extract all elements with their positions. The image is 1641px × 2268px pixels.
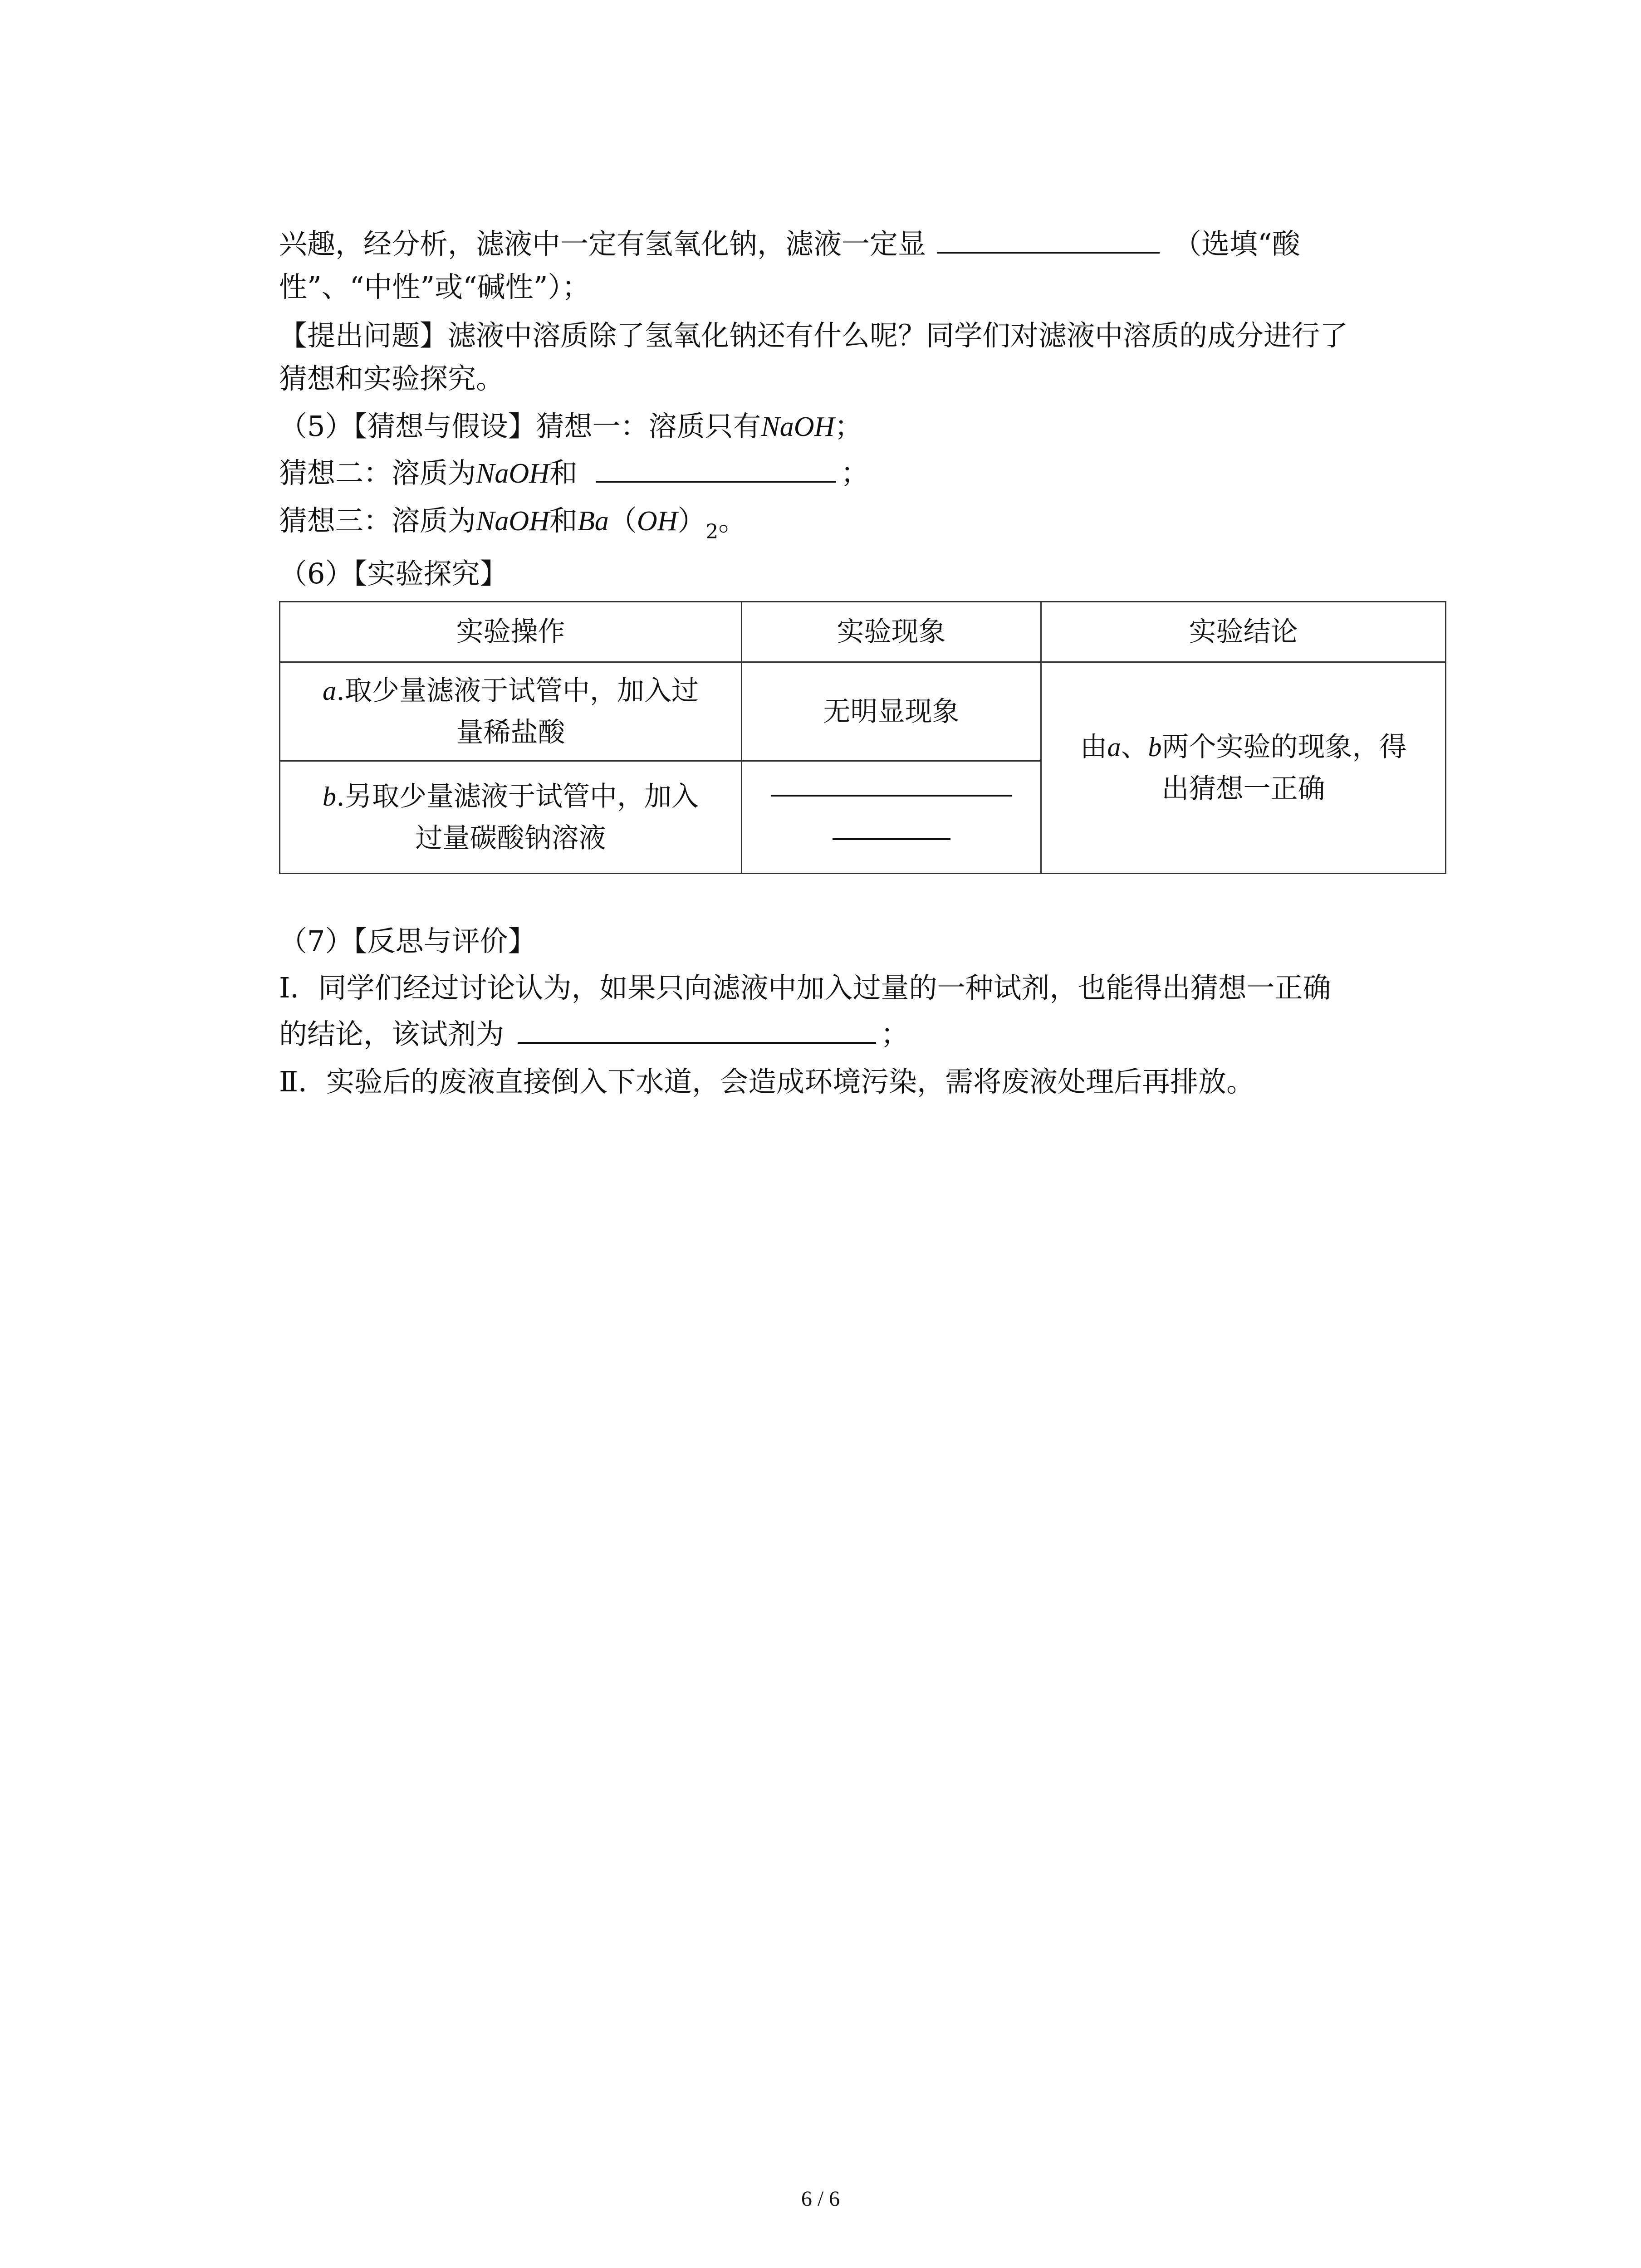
phenomenon-a: 无明显现象	[742, 662, 1041, 761]
formula-naoh: NaOH	[476, 458, 549, 489]
q7-i-line-2	[279, 1012, 909, 1057]
q7-ii-line: Ⅱ．实验后的废液直接倒入下水道，会造成环境污染，需将废液处理后再排放。	[279, 1065, 1255, 1098]
label-a: a	[1107, 732, 1121, 762]
conclusion-cell	[1041, 662, 1446, 874]
label-b: b	[322, 781, 336, 811]
intro-line-2: 性”、“中性”或“碱性”）；	[279, 270, 590, 303]
formula-naoh: NaOH	[476, 506, 549, 537]
q6-title: （6）【实验探究】	[279, 557, 508, 590]
problem-line-1: 【提出问题】滤液中溶质除了氢氧化钠还有什么呢？同学们对滤液中溶质的成分进行了	[279, 319, 1348, 352]
label-a: a	[322, 675, 336, 706]
table-header-row	[280, 602, 1446, 662]
subscript-2: 2	[705, 520, 719, 543]
intro-tail: （选填“酸	[1173, 227, 1300, 260]
guess2-suffix: ；	[840, 456, 869, 489]
operation-b	[280, 761, 742, 874]
guess3-prefix: 猜想三：溶质为	[279, 504, 476, 537]
header-operation: 实验操作	[280, 602, 742, 662]
q5-guess-1	[279, 404, 862, 450]
conclusion-part-2: 两个实验的现象，得	[1161, 731, 1407, 763]
q7-i-text: 的结论，该试剂为	[279, 1017, 505, 1051]
intro-line-1	[279, 221, 1300, 267]
q5-prefix: （5）【猜想与假设】猜想一：溶质只有	[279, 410, 761, 443]
header-phenomenon: 实验现象	[742, 602, 1041, 662]
conclusion-line-2: 出猜想一正确	[1161, 772, 1325, 805]
conclusion-sep: 、	[1121, 731, 1148, 763]
guess-2	[279, 450, 869, 496]
formula-oh: OH	[637, 506, 678, 537]
answer-blank-phenomenon-line-2[interactable]	[833, 838, 950, 840]
experiment-table	[279, 601, 1446, 874]
paren-open: （	[608, 504, 637, 537]
formula-ba: Ba	[577, 506, 609, 537]
intro-text: 兴趣，经分析，滤液中一定有氢氧化钠，滤液一定显	[279, 227, 926, 260]
label-b: b	[1148, 732, 1162, 762]
guess-3	[279, 498, 746, 555]
operation-a-line-2: 量稀盐酸	[456, 716, 565, 748]
guess2-prefix: 猜想二：溶质为	[279, 456, 476, 489]
operation-b-line-1: .另取少量滤液于试管中，加入	[336, 780, 699, 812]
guess3-conj: 和	[549, 504, 578, 537]
operation-b-line-2: 过量碳酸钠溶液	[415, 822, 606, 854]
q5-suffix: ；	[834, 410, 863, 443]
header-conclusion: 实验结论	[1041, 602, 1446, 662]
q7-i-line-1: Ⅰ．同学们经过讨论认为，如果只向滤液中加入过量的一种试剂，也能得出猜想一正确	[279, 971, 1331, 1004]
phenomenon-b-answer[interactable]	[742, 761, 1041, 874]
guess3-end: 。	[718, 504, 747, 537]
answer-blank-guess-2[interactable]	[596, 455, 836, 483]
answer-blank-reagent[interactable]	[518, 1016, 876, 1044]
q7-title: （7）【反思与评价】	[279, 924, 536, 958]
answer-blank-phenomenon-line-1[interactable]	[771, 795, 1012, 797]
answer-blank-acidity[interactable]	[937, 225, 1160, 254]
table-row	[280, 662, 1446, 761]
problem-line-2: 猜想和实验探究。	[279, 362, 505, 395]
operation-a	[280, 662, 742, 761]
conclusion-part-1: 由	[1080, 731, 1107, 763]
operation-a-line-1: .取少量滤液于试管中，加入过	[336, 675, 699, 707]
paren-close: ）	[677, 504, 706, 537]
formula-naoh: NaOH	[761, 411, 835, 442]
q7-i-end: ；	[881, 1017, 909, 1051]
page-number: 6 / 6	[801, 2187, 840, 2211]
guess2-conj: 和	[549, 456, 578, 489]
